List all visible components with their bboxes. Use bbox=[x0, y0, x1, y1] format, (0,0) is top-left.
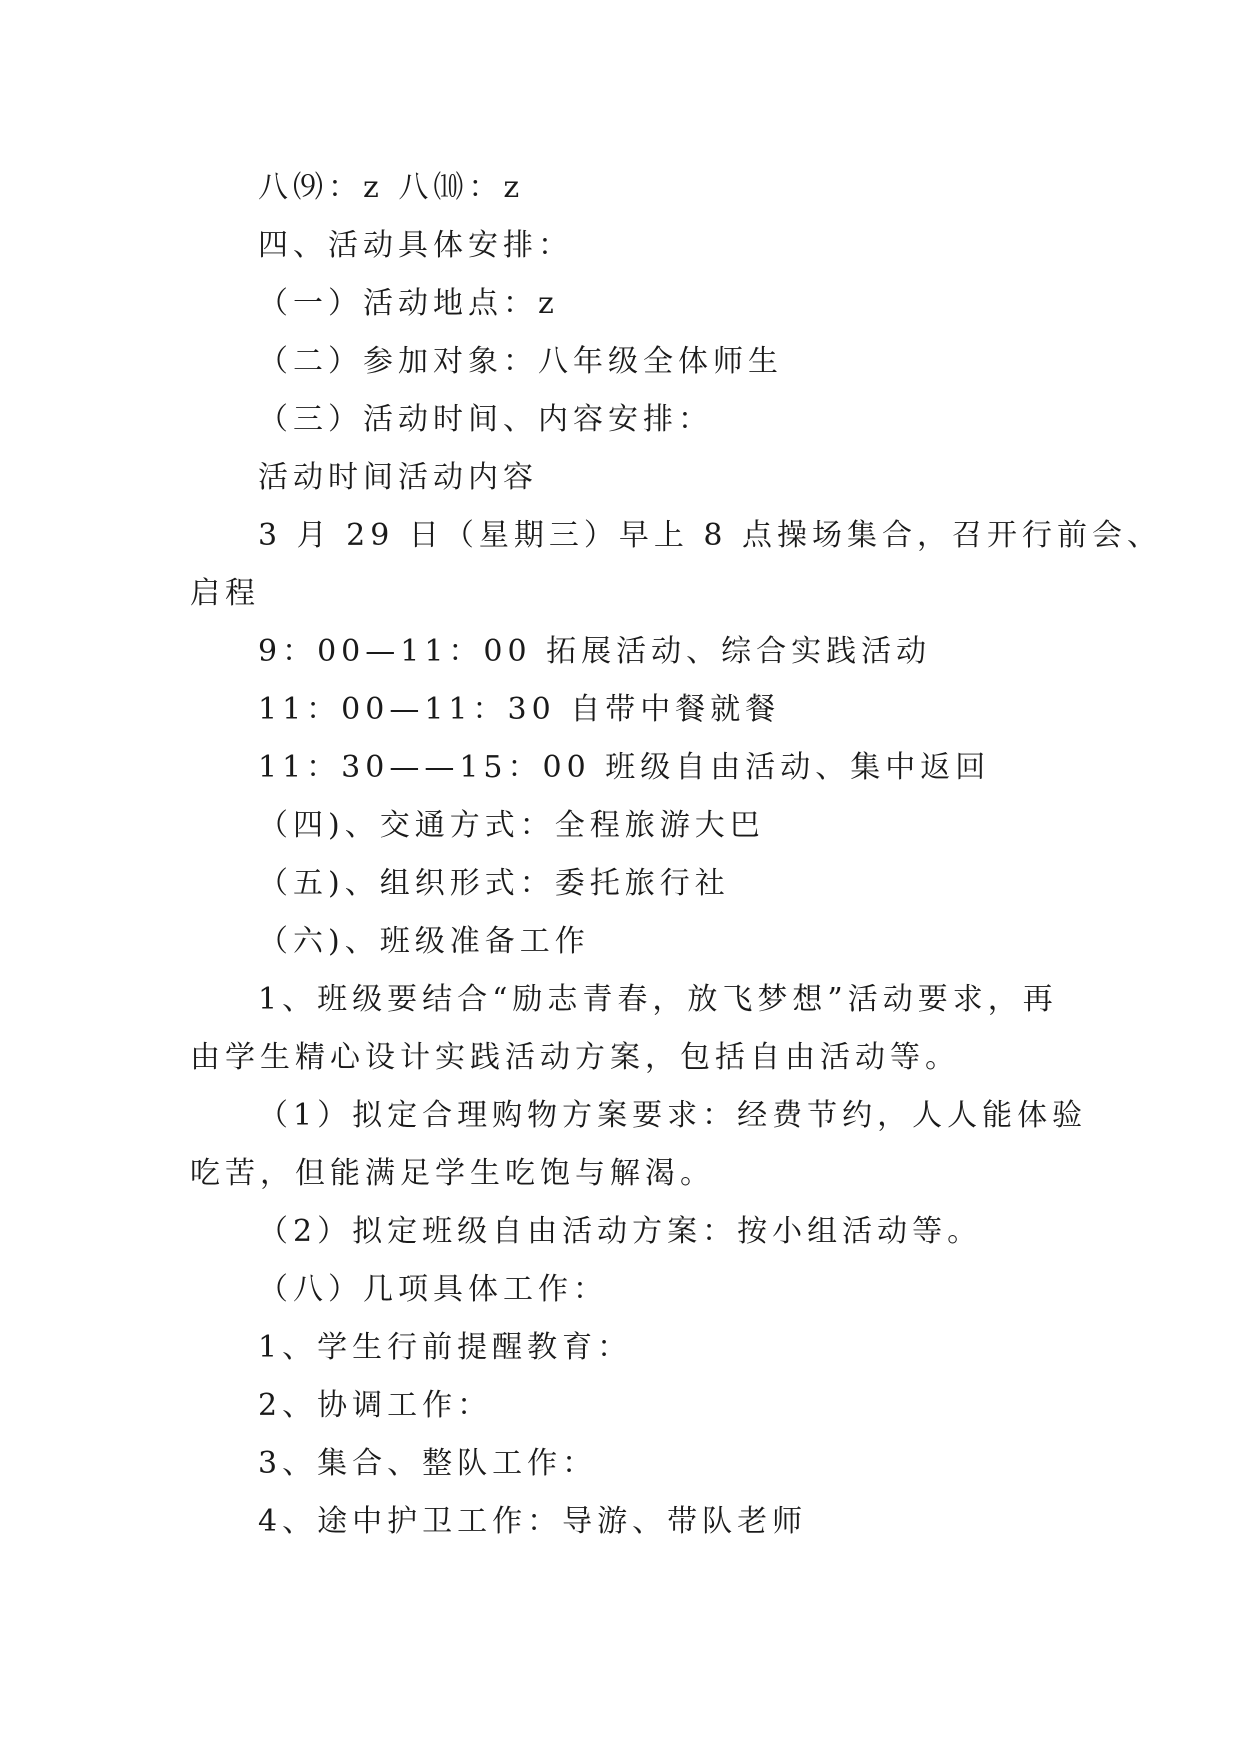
text-line: 11：00—11：30 自带中餐就餐 bbox=[258, 692, 781, 727]
text-line: （二）参加对象：八年级全体师生 bbox=[258, 344, 783, 379]
text-line: 吃苦，但能满足学生吃饱与解渴。 bbox=[190, 1156, 715, 1191]
text-line: （五)、组织形式：委托旅行社 bbox=[258, 866, 730, 901]
text-line: 由学生精心设计实践活动方案，包括自由活动等。 bbox=[190, 1040, 960, 1075]
text-line: （三）活动时间、内容安排： bbox=[258, 402, 713, 437]
text-line: （六)、班级准备工作 bbox=[258, 924, 590, 959]
text-line: 3 月 29 日（星期三）早上 8 点操场集合，召开行前会、 bbox=[258, 518, 1163, 553]
text-line: 3、集合、整队工作： bbox=[258, 1446, 598, 1481]
text-line: （2）拟定班级自由活动方案：按小组活动等。 bbox=[258, 1214, 983, 1249]
text-line: （八）几项具体工作： bbox=[258, 1272, 608, 1307]
text-line: （1）拟定合理购物方案要求：经费节约，人人能体验 bbox=[258, 1098, 1088, 1133]
text-line: 1、学生行前提醒教育： bbox=[258, 1330, 633, 1365]
text-line: （四)、交通方式：全程旅游大巴 bbox=[258, 808, 765, 843]
text-line: 11：30——15：00 班级自由活动、集中返回 bbox=[258, 750, 991, 785]
text-line: 4、途中护卫工作：导游、带队老师 bbox=[258, 1504, 808, 1539]
text-line: （一）活动地点：z bbox=[258, 286, 559, 321]
text-line: 9：00—11：00 拓展活动、综合实践活动 bbox=[258, 634, 932, 669]
section-heading: 四、活动具体安排： bbox=[258, 228, 573, 263]
text-line: 启程 bbox=[190, 576, 260, 611]
text-line: 活动时间活动内容 bbox=[258, 460, 538, 495]
text-line: 2、协调工作： bbox=[258, 1388, 493, 1423]
text-line: 1、班级要结合“励志青春，放飞梦想”活动要求，再 bbox=[258, 982, 1058, 1017]
text-line: 八⑼：z 八⑽：z bbox=[258, 170, 525, 205]
